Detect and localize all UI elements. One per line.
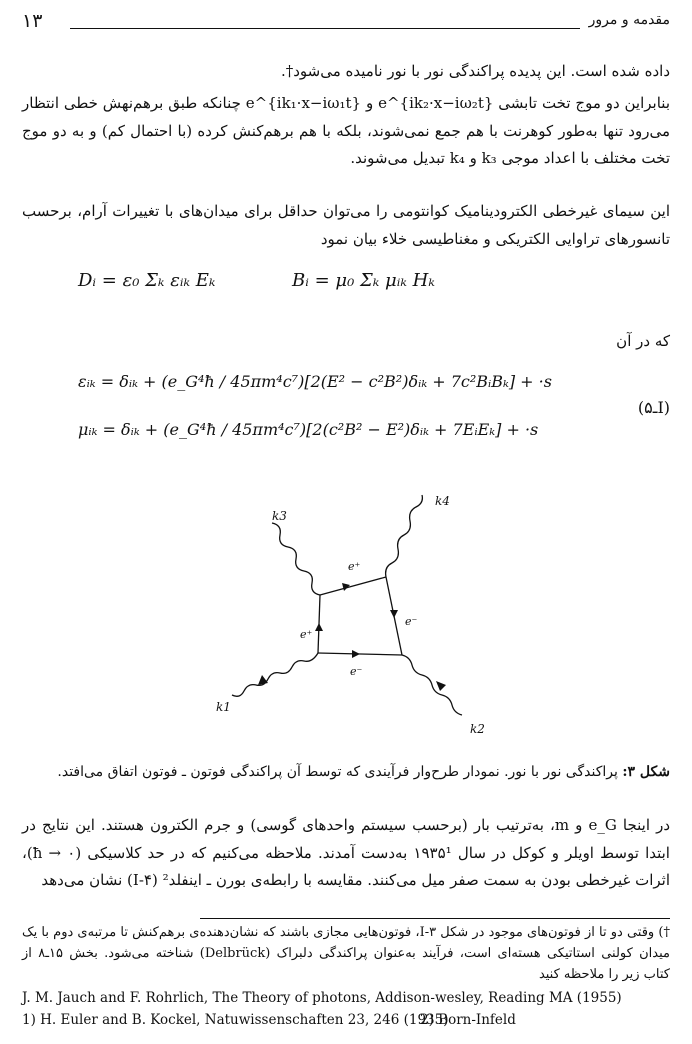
arrow-left [315, 623, 323, 631]
figure-caption [40, 764, 670, 780]
paragraph-1: داده شده است. این پدیده پراکندگی نور با نور نامیده می‌شود†. [280, 62, 670, 80]
running-title: مقدمه و مرور [588, 12, 670, 28]
equation-number: (۵ـI) [637, 398, 670, 417]
reference-born: 2) Born-Infeld [420, 1012, 516, 1028]
photon-k3-line [272, 523, 320, 595]
arrow-k1 [258, 675, 268, 685]
figure-caption-label: شکل ۳: [622, 764, 670, 780]
arrow-bottom [352, 650, 360, 658]
photon-k4-line [386, 495, 423, 577]
label-k2: k2 [470, 722, 485, 736]
label-k3: k3 [272, 509, 287, 523]
label-e-bottom: e⁻ [350, 665, 363, 678]
loop-top-line [320, 577, 386, 595]
equation-epsilon-text: εᵢₖ = δᵢₖ + (e_G⁴ħ / 45πm⁴c⁷)[2(E² − c²B²)δᵢₖ + 7c²BᵢBₖ] + ·s [78, 372, 552, 391]
figure-caption-text: پراکندگی نور با نور. نمودار طرح‌وار فرآیندی که توسط آن پراکندگی فوتون ـ فوتون اتفاق می‌افتد. [57, 764, 618, 780]
footnote-rule [200, 918, 670, 919]
label-e-right: e⁻ [405, 615, 418, 628]
arrow-right [390, 610, 398, 618]
equation-b [292, 270, 435, 291]
paragraph-3: این سیمای غیرخطی الکترودینامیک کوانتومی را می‌توان حداقل برای میدان‌های با تغییرات آرام، برحسب تانسورهای تراوایی الکتریکی و مغناطیسی خلاء بیان نمود [22, 202, 670, 248]
equation-mu-text: μᵢₖ = δᵢₖ + (e_G⁴ħ / 45πm⁴c⁷)[2(c²B² − E²)δᵢₖ + 7EᵢEₖ] + ·s [78, 420, 539, 439]
header-rule [70, 28, 580, 29]
label-e-top: e⁺ [348, 560, 361, 573]
paragraph-2: بنابراین دو موج تخت تابشی e^{ik₂·x−iω₂t} و e^{ik₁·x−iω₁t} چنانکه طبق برهم‌نهش خطی انتظار می‌رود تنها به‌طور کوهرنت با هم جمع نمی‌شوند، بلکه با هم برهم‌کنش کرده (با احتمال کم) و به دو موج تخت مختلف با اعداد موجی k₃ و k₄ تبدیل می‌شوند. [22, 94, 670, 167]
label-k1: k1 [216, 700, 231, 714]
label-e-left: e⁺ [300, 628, 313, 641]
equation-d-text: Dᵢ = ε₀ Σₖ εᵢₖ Eₖ [78, 270, 216, 291]
photon-k1-line [232, 653, 318, 696]
photon-k2-line [402, 655, 462, 715]
equation-epsilon [78, 372, 552, 391]
equation-mu [78, 420, 538, 439]
page-number: ۱۳ [22, 10, 43, 32]
footnote: †) وقتی دو تا از فوتون‌های موجود در شکل I‑۳، فوتون‌هایی مجازی باشند که نشان‌دهنده‌ی برهم‌کنش تا مرتبه‌ی دوم با یک میدان کولنی استاتیکی هسته‌ای است، فرآیند به‌عنوان پراکندگی دلبراک (Delbrück) شناخته می‌شود. بخش ۱۵ـ۸ از کتاب زیر را ملاحظه کنید [22, 925, 671, 982]
arrow-k2 [436, 681, 446, 691]
label-k4: k4 [435, 494, 450, 508]
equation-d [78, 270, 215, 291]
page-header [22, 8, 670, 36]
reference-jauch: J. M. Jauch and F. Rohrlich, The Theory of photons, Addison-wesley, Reading MA (1955) [22, 990, 622, 1006]
equation-b-text: Bᵢ = μ₀ Σₖ μᵢₖ Hₖ [292, 270, 435, 291]
paragraph-4: که در آن [616, 332, 670, 350]
feynman-diagram [200, 485, 500, 755]
reference-euler: 1) H. Euler and B. Kockel, Natuwissenschaften 23, 246 (1935) [22, 1012, 449, 1028]
paragraph-5: در اینجا e_G و m، به‌ترتیب بار (برحسب سیستم واحدهای گوسی) و جرم الکترون هستند. این نتایج در ابتدا توسط اویلر و کوکل در سال ۱۹۳۵¹ به‌دست آمدند. ملاحظه می‌کنیم که در حد کلاسیکی (ħ → ۰)، اثرات غیرخطی بودن به سمت صفر میل می‌کنند. مقایسه با رابطه‌ی بورن ـ اینفلد² (I‑۴) نشان می‌دهد [22, 816, 671, 889]
